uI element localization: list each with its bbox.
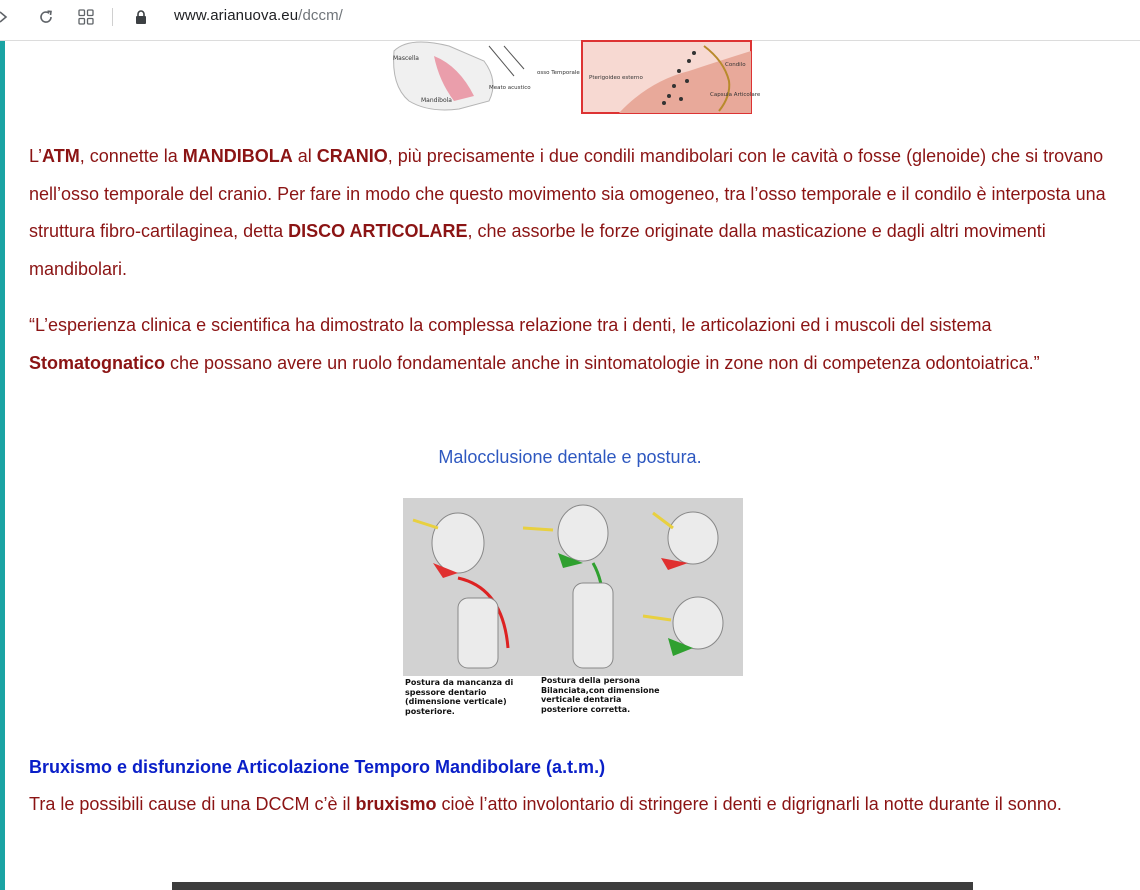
paragraph-bruxismo: Tra le possibili cause di una DCCM c’è il bruxismo cioè l’atto involontario di stringere i denti e digrignarli la notte durante il sonno. (29, 794, 1062, 814)
toolbar-divider (112, 8, 113, 26)
browser-toolbar (0, 0, 1140, 41)
section-heading-bruxismo: Bruxismo e disfunzione Articolazione Temporo Mandibolare (a.t.m.) (29, 757, 606, 777)
tmj-anatomy-image (389, 41, 761, 114)
bottom-image (172, 882, 973, 890)
bold-atm: ATM (42, 146, 80, 166)
bold-mandibola: MANDIBOLA (182, 146, 293, 166)
label-osso-temporale: osso Temporale (537, 70, 580, 76)
url-domain: www.arianuova.eu (174, 7, 299, 24)
bold-bruxismo: bruxismo (355, 794, 437, 814)
apps-grid-icon[interactable] (75, 6, 97, 28)
bold-cranio: CRANIO (316, 146, 388, 166)
posture-right-caption: Postura della persona Bilanciata,con dimensione verticale dentaria posteriore corretta. (541, 676, 660, 714)
lock-icon[interactable] (130, 6, 152, 28)
label-mandibola: Mandibola (421, 97, 452, 104)
label-pterigoideo: Pterigoideo esterno (589, 75, 643, 81)
bold-stomatognatico: Stomatognatico (29, 352, 166, 373)
forward-icon[interactable] (0, 6, 14, 28)
label-meato: Meato acustico (489, 85, 531, 91)
address-bar[interactable] (174, 7, 343, 24)
bold-disco-articolare: DISCO ARTICOLARE (288, 221, 468, 241)
paragraph-atm: L’ATM, connette la MANDIBOLA al CRANIO, più precisamente i due condili mandibolari con le cavità o fosse (glenoide) che si trovano nell’osso temporale del cranio. Per fare in modo che questo movimento sia omogeneo, tra l’osso temporale e il condilo è interposta una struttura fibro-cartilaginea, detta DISCO ARTICOLARE, che assorbe le forze originate dalla masticazione e dagli altri movimenti mandibolari. (29, 146, 1106, 279)
label-condilo: Condilo (725, 62, 746, 68)
posture-left-caption: Postura da mancanza di spessore dentario (dimensione verticale) posteriore. (405, 678, 514, 716)
image-caption: Malocclusione dentale e postura. (438, 447, 702, 467)
reload-icon[interactable] (35, 6, 57, 28)
paragraph-quote: “L’esperienza clinica e scientifica ha dimostrato la complessa relazione tra i denti, le articolazioni ed i muscoli del sistema Stomatognatico che possano avere un ruolo fondamentale anche in sintomatologie in zone non di competenza odontoiatrica.” (29, 315, 1040, 373)
label-capsula: Capsula Articolare (710, 92, 761, 98)
label-mascella: Mascella (393, 55, 419, 62)
url-path: /dccm/ (298, 7, 343, 24)
posture-image (403, 498, 743, 729)
